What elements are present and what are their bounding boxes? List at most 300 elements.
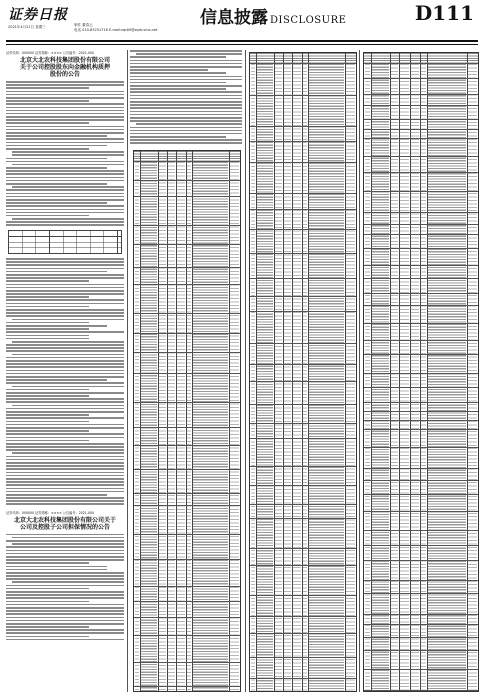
text-line <box>6 205 124 207</box>
text-line <box>6 193 124 195</box>
text-line <box>6 481 124 483</box>
text-line <box>6 91 124 93</box>
row-rule <box>250 485 356 486</box>
row-rule <box>134 267 240 268</box>
table-column <box>400 64 408 691</box>
row-rule <box>134 180 240 181</box>
text-line <box>6 550 124 552</box>
row-rule <box>134 402 240 403</box>
row-rule <box>250 63 356 64</box>
row-rule <box>364 580 478 581</box>
text-line <box>6 613 124 615</box>
guarantee-table-a <box>133 150 241 692</box>
text-line <box>6 478 124 480</box>
text-line <box>6 433 124 435</box>
text-line <box>6 277 124 279</box>
row-rule <box>250 518 356 519</box>
text-line <box>6 446 124 448</box>
row-rule <box>364 511 478 512</box>
table-column <box>251 64 255 691</box>
row-rule <box>250 253 356 254</box>
row-rule <box>134 352 240 353</box>
row-rule <box>250 633 356 634</box>
text-line <box>6 280 89 282</box>
text-line <box>136 53 242 55</box>
row-rule <box>250 678 356 679</box>
text-line <box>6 148 89 150</box>
row-rule <box>250 616 356 617</box>
text-line <box>6 414 89 416</box>
text-line <box>6 129 124 131</box>
row-rule <box>364 420 478 421</box>
row-rule <box>364 690 478 691</box>
text-line <box>6 591 124 593</box>
row-rule <box>250 423 356 424</box>
row-rule <box>134 161 240 162</box>
row-rule <box>364 129 478 130</box>
text-line <box>130 79 242 81</box>
text-line <box>6 264 124 266</box>
text-line <box>6 629 124 631</box>
row-rule <box>364 105 478 106</box>
text-line <box>130 120 242 122</box>
text-line <box>6 268 124 270</box>
text-line <box>6 610 124 612</box>
article-body <box>6 81 124 226</box>
row-rule <box>134 662 240 663</box>
table-column <box>275 64 281 691</box>
text-line <box>6 100 89 102</box>
text-line <box>6 110 124 112</box>
row-rule <box>134 601 240 602</box>
text-line <box>130 117 242 119</box>
text-line <box>6 556 124 558</box>
text-line <box>6 607 124 609</box>
table-column <box>421 64 426 691</box>
headline-line: 公司及控股子公司担保情况的公告 <box>19 523 110 531</box>
text-line <box>6 575 124 577</box>
text-line <box>6 142 124 144</box>
text-line <box>6 221 124 223</box>
row-rule <box>250 595 356 596</box>
text-line <box>6 639 124 641</box>
row-rule <box>134 559 240 560</box>
intro-text <box>130 50 242 144</box>
text-line <box>6 97 124 99</box>
text-line <box>6 632 124 634</box>
text-line <box>6 360 124 362</box>
text-line <box>130 60 242 62</box>
text-line <box>130 82 226 84</box>
headline-line: 北京大北农科技集团股份有限公司 <box>19 57 110 64</box>
text-line <box>6 322 89 324</box>
text-line <box>6 382 124 384</box>
text-line <box>130 88 226 90</box>
text-line <box>6 401 124 403</box>
text-line <box>6 183 107 185</box>
text-line <box>6 173 124 175</box>
text-line <box>130 136 226 138</box>
row-rule <box>250 504 356 505</box>
text-line <box>6 84 124 86</box>
contact-line: 电话 010-83251716 E-mail:zqrb9@zqrb.sina.net <box>74 28 158 32</box>
row-rule <box>250 466 356 467</box>
row-rule <box>364 545 478 546</box>
row-rule <box>250 209 356 210</box>
row-rule <box>364 278 478 279</box>
table-column <box>346 64 355 691</box>
row-rule <box>364 138 478 139</box>
text-line <box>6 488 124 490</box>
row-rule <box>364 94 478 95</box>
text-line <box>130 101 242 103</box>
text-line <box>6 209 124 211</box>
text-line <box>12 537 124 539</box>
article-code-line: 证券代码：000000 证券简称：×××× 公告编号：2021-000 <box>6 51 95 55</box>
issue-date: 2021年4月21日 星期三 <box>8 25 46 29</box>
text-line <box>6 392 124 394</box>
text-line <box>6 569 107 571</box>
table-column <box>428 64 466 691</box>
text-line <box>130 91 242 93</box>
text-line <box>6 430 89 432</box>
text-line <box>6 119 124 121</box>
row-rule <box>250 296 356 297</box>
text-line <box>6 325 107 327</box>
table-column <box>391 64 398 691</box>
text-line <box>6 472 124 474</box>
text-line <box>6 290 124 292</box>
text-line <box>12 218 124 220</box>
text-line <box>6 215 89 217</box>
row-rule <box>134 686 240 687</box>
text-line <box>6 620 124 622</box>
text-line <box>6 315 124 317</box>
text-line <box>130 133 242 135</box>
row-rule <box>134 445 240 446</box>
table-column <box>257 64 273 691</box>
row-rule <box>250 438 356 439</box>
row-rule <box>250 548 356 549</box>
table-column <box>303 64 307 691</box>
text-line <box>6 597 124 599</box>
row-rule <box>364 447 478 448</box>
text-line <box>6 306 89 308</box>
row-rule <box>364 293 478 294</box>
row-rule <box>134 534 240 535</box>
row-rule <box>134 313 240 314</box>
text-line <box>6 475 124 477</box>
text-line <box>6 585 124 587</box>
row-rule <box>134 586 240 587</box>
text-line <box>130 107 242 109</box>
text-line <box>130 114 242 116</box>
text-line <box>6 116 124 118</box>
text-line <box>12 186 124 188</box>
text-line <box>6 546 124 548</box>
text-line <box>6 87 89 89</box>
text-line <box>130 130 242 132</box>
text-line <box>6 443 124 445</box>
text-line <box>12 354 124 356</box>
text-line <box>130 98 242 100</box>
text-line <box>6 497 124 499</box>
masthead-rule-thin <box>6 44 478 45</box>
row-rule <box>134 373 240 374</box>
text-line <box>12 154 124 156</box>
table-column <box>468 64 477 691</box>
text-line <box>6 566 107 568</box>
text-line <box>130 104 242 106</box>
row-rule <box>250 278 356 279</box>
text-line <box>12 319 124 321</box>
text-line <box>6 261 124 263</box>
row-rule <box>134 493 240 494</box>
text-line <box>130 76 242 78</box>
text-line <box>6 437 124 439</box>
text-line <box>6 379 107 381</box>
column-divider <box>245 50 246 692</box>
text-line <box>6 427 124 429</box>
row-rule <box>364 650 478 651</box>
headline-line: 北京大北农科技集团股份有限公司关于 <box>13 516 116 524</box>
text-line <box>6 363 124 365</box>
text-line <box>130 139 242 141</box>
text-line <box>6 389 89 391</box>
text-line <box>6 601 89 603</box>
text-line <box>6 424 124 426</box>
text-line <box>6 636 89 638</box>
section-title <box>200 3 346 28</box>
text-line <box>12 341 124 343</box>
row-rule <box>250 565 356 566</box>
text-line <box>6 494 107 496</box>
masthead-rule <box>6 40 478 42</box>
text-line <box>6 465 124 467</box>
text-line <box>6 411 124 413</box>
text-line <box>6 212 124 214</box>
text-line <box>6 296 89 298</box>
text-line <box>6 376 124 378</box>
text-line <box>6 303 124 305</box>
headline-line: 股份的公告 <box>49 71 80 78</box>
text-line <box>6 135 107 137</box>
table-column <box>365 64 370 691</box>
text-line <box>6 132 124 134</box>
text-line <box>6 122 89 124</box>
text-line <box>6 395 89 397</box>
text-line <box>6 588 89 590</box>
text-line <box>6 189 124 191</box>
text-line <box>6 421 89 423</box>
row-rule <box>364 119 478 120</box>
text-line <box>6 347 124 349</box>
row-rule <box>134 617 240 618</box>
text-line <box>6 503 124 505</box>
text-line <box>6 559 124 561</box>
row-rule <box>364 624 478 625</box>
row-rule <box>364 78 478 79</box>
row-rule <box>364 637 478 638</box>
row-rule <box>364 212 478 213</box>
column-divider <box>359 50 360 692</box>
row-rule <box>250 95 356 96</box>
text-line <box>6 594 124 596</box>
text-line <box>6 350 124 352</box>
text-line <box>130 142 242 144</box>
row-rule <box>364 340 478 341</box>
text-line <box>6 274 124 276</box>
row-rule <box>134 427 240 428</box>
text-line <box>6 468 124 470</box>
row-rule <box>250 311 356 312</box>
table-column <box>309 64 344 691</box>
table-header <box>134 151 240 161</box>
row-rule <box>134 635 240 636</box>
text-line <box>6 500 124 502</box>
row-rule <box>364 248 478 249</box>
table-column <box>284 64 292 691</box>
text-line <box>6 158 107 160</box>
row-rule <box>134 505 240 506</box>
text-line <box>6 113 124 115</box>
row-rule <box>364 560 478 561</box>
text-line <box>6 553 124 555</box>
guarantee-table-c <box>363 52 479 692</box>
text-line <box>6 338 89 340</box>
text-line <box>6 623 124 625</box>
text-line <box>6 287 124 289</box>
text-line <box>130 111 242 113</box>
text-line <box>130 50 242 52</box>
text-line <box>6 335 89 337</box>
row-rule <box>250 343 356 344</box>
text-line <box>6 459 124 461</box>
text-line <box>6 462 124 464</box>
text-line <box>12 581 124 583</box>
text-line <box>6 138 124 140</box>
text-line <box>6 366 124 368</box>
row-rule <box>364 402 478 403</box>
row-rule <box>250 126 356 127</box>
article-code-line: 证券代码：000000 证券简称：×××× 公告编号：2021-000 <box>6 510 95 515</box>
row-rule <box>250 141 356 142</box>
text-line <box>6 440 89 442</box>
text-line <box>136 123 242 125</box>
page-number: D111 <box>414 1 474 25</box>
text-line <box>6 449 124 451</box>
table-header <box>364 53 478 63</box>
text-line <box>6 81 124 83</box>
text-line <box>12 452 124 454</box>
text-line <box>6 196 124 198</box>
text-line <box>12 151 124 153</box>
text-line <box>6 484 124 486</box>
text-line <box>6 224 124 226</box>
text-line <box>6 626 89 628</box>
text-line <box>6 562 89 564</box>
row-rule <box>364 494 478 495</box>
text-line <box>6 284 124 286</box>
text-line <box>6 357 124 359</box>
row-rule <box>364 224 478 225</box>
text-line <box>6 94 124 96</box>
section-title-cn: 信息披露 <box>200 8 268 28</box>
article-headline-2 <box>6 517 124 531</box>
article-headline <box>6 57 124 78</box>
table-column <box>411 64 419 691</box>
row-rule <box>134 225 240 226</box>
row-rule <box>364 323 478 324</box>
headline-line: 关于公司控股股东向金融机构质押 <box>19 64 110 71</box>
row-rule <box>364 63 478 64</box>
row-rule <box>364 669 478 670</box>
row-rule <box>364 530 478 531</box>
row-rule <box>364 593 478 594</box>
text-line <box>6 167 107 169</box>
text-line <box>6 398 124 400</box>
text-line <box>6 170 124 172</box>
text-line <box>6 309 124 311</box>
row-rule <box>250 657 356 658</box>
text-line <box>130 85 242 87</box>
text-line <box>6 271 107 273</box>
table-header <box>250 53 356 63</box>
text-line <box>130 72 226 74</box>
text-line <box>6 293 124 295</box>
text-line <box>12 543 124 545</box>
text-line <box>6 344 124 346</box>
editor-line: 制作 董春云 <box>74 23 93 27</box>
text-line <box>6 126 124 128</box>
text-line <box>6 604 124 606</box>
text-line <box>6 540 124 542</box>
text-line <box>6 373 124 375</box>
text-line <box>6 161 124 163</box>
article-body-cont <box>6 258 124 505</box>
text-line <box>130 63 242 65</box>
row-rule <box>250 193 356 194</box>
section-title-en: DISCLOSURE <box>270 15 347 26</box>
guarantee-table-b <box>249 52 357 692</box>
text-line <box>6 578 124 580</box>
text-line <box>12 405 124 407</box>
row-rule <box>134 333 240 334</box>
column-divider <box>127 50 128 692</box>
table-column <box>293 64 301 691</box>
text-line <box>6 331 124 333</box>
text-line <box>6 107 124 109</box>
row-rule <box>250 229 356 230</box>
text-line <box>6 417 124 419</box>
row-rule <box>364 234 478 235</box>
row-rule <box>364 614 478 615</box>
column-articles <box>6 50 124 692</box>
text-line <box>6 299 124 301</box>
row-rule <box>250 162 356 163</box>
text-line <box>130 69 208 71</box>
text-line <box>12 164 124 166</box>
row-rule <box>364 191 478 192</box>
text-line <box>6 177 124 179</box>
text-line <box>6 199 124 201</box>
text-line <box>6 202 107 204</box>
text-line <box>6 534 124 536</box>
text-line <box>6 408 124 410</box>
row-rule <box>364 305 478 306</box>
text-line <box>130 56 226 58</box>
row-rule <box>134 284 240 285</box>
